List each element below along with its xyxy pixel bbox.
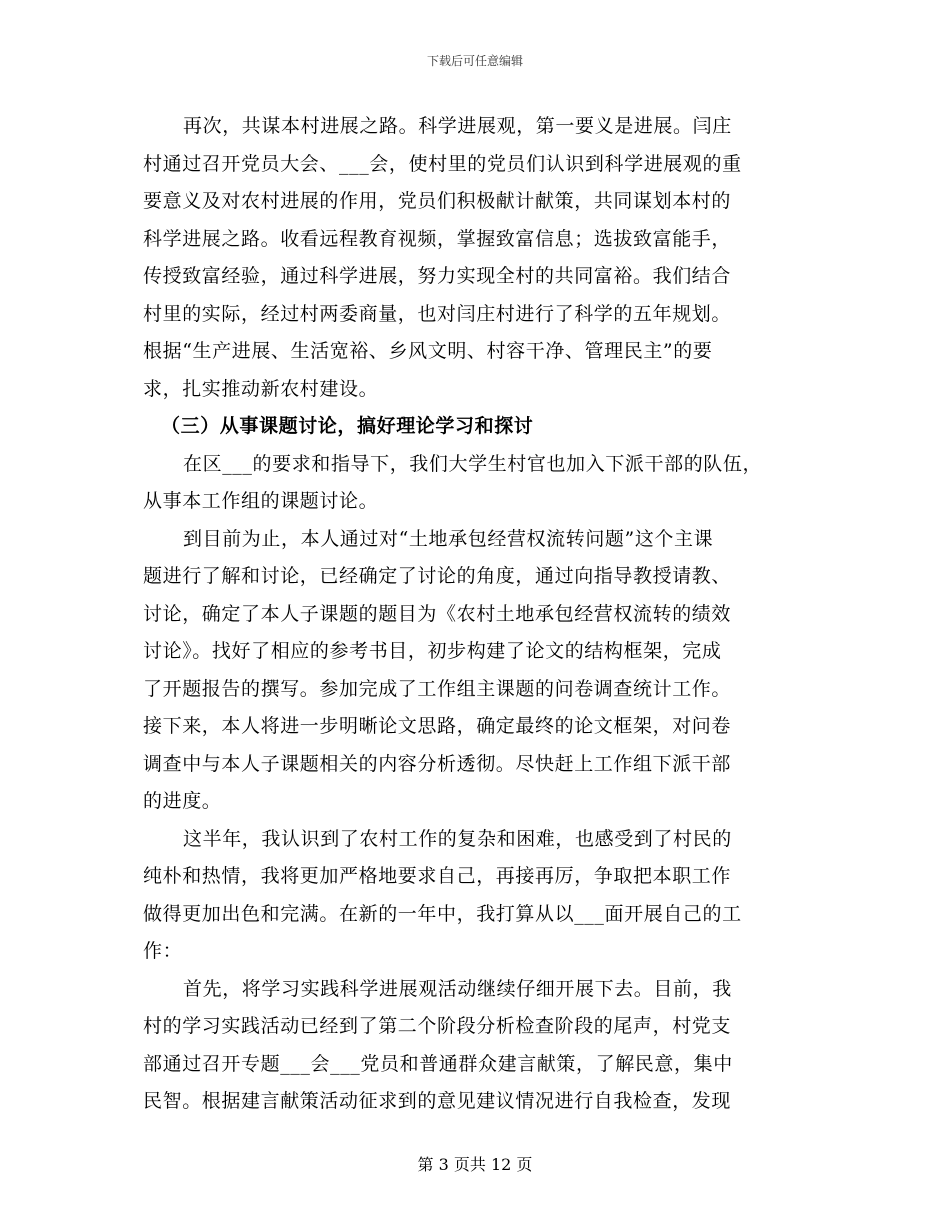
page-footer: 第 3 页共 12 页 bbox=[417, 1155, 533, 1174]
section-heading: （三）从事课题讨论，搞好理论学习和探讨 bbox=[161, 415, 534, 437]
text-line: 做得更加出色和完满。在新的一年中，我打算从以___面开展自己的工 bbox=[143, 902, 742, 925]
page-header: 下载后可任意编辑 bbox=[426, 54, 523, 68]
text-line: 要意义及对农村进展的作用，党员们积极献计献策，共同谋划本村的 bbox=[143, 190, 732, 212]
text-line: 作： bbox=[143, 940, 183, 962]
text-line: 求，扎实推动新农村建设。 bbox=[143, 377, 379, 400]
text-line: 讨论》。找好了相应的参考书目，初步构建了论文的结构框架，完成 bbox=[143, 640, 722, 662]
text-line: 到目前为止，本人通过对“土地承包经营权流转问题”这个主课 bbox=[183, 527, 714, 550]
text-line: 从事本工作组的课题讨论。 bbox=[143, 490, 379, 512]
document-body bbox=[143, 108, 823, 1121]
text-line: 在区___的要求和指导下，我们大学生村官也加入下派干部的队伍， bbox=[183, 452, 763, 475]
text-line: 题进行了解和讨论，已经确定了讨论的角度，通过向指导教授请教、 bbox=[143, 565, 732, 587]
text-line: 根据“生产进展、生活宽裕、乡风文明、村容干净、管理民主”的要 bbox=[143, 340, 713, 362]
text-line: 村的学习实践活动已经到了第二个阶段分析检查阶段的尾声，村党支 bbox=[143, 1015, 732, 1037]
text-line: 传授致富经验，通过科学进展，努力实现全村的共同富裕。我们结合 bbox=[143, 265, 732, 287]
text-line: 调查中与本人子课题相关的内容分析透彻。尽快赶上工作组下派干部 bbox=[143, 752, 732, 775]
text-line: 再次，共谋本村进展之路。科学进展观，第一要义是进展。闫庄 bbox=[183, 115, 732, 137]
text-line: 纯朴和热情，我将更加严格地要求自己，再接再厉，争取把本职工作 bbox=[143, 865, 732, 887]
text-line: 讨论，确定了本人子课题的题目为《农村土地承包经营权流转的绩效 bbox=[143, 602, 732, 625]
text-line: 民智。根据建言献策活动征求到的意见建议情况进行自我检查，发现 bbox=[143, 1090, 732, 1112]
text-line: 接下来，本人将进一步明晰论文思路，确定最终的论文框架，对问卷 bbox=[143, 715, 732, 737]
text-line: 科学进展之路。收看远程教育视频，掌握致富信息；选拔致富能手， bbox=[143, 227, 732, 250]
text-line: 村里的实际，经过村两委商量，也对闫庄村进行了科学的五年规划。 bbox=[143, 302, 732, 325]
text-line: 这半年，我认识到了农村工作的复杂和困难，也感受到了村民的 bbox=[183, 827, 732, 850]
text-line: 首先，将学习实践科学进展观活动继续仔细开展下去。目前，我 bbox=[183, 977, 732, 1000]
text-line: 的进度。 bbox=[143, 790, 222, 812]
text-line: 部通过召开专题___会___党员和普通群众建言献策，了解民意，集中 bbox=[143, 1052, 733, 1075]
text-line: 了开题报告的撰写。参加完成了工作组主课题的问卷调查统计工作。 bbox=[143, 677, 732, 700]
text-line: 村通过召开党员大会、___会，使村里的党员们认识到科学进展观的重 bbox=[143, 152, 742, 175]
